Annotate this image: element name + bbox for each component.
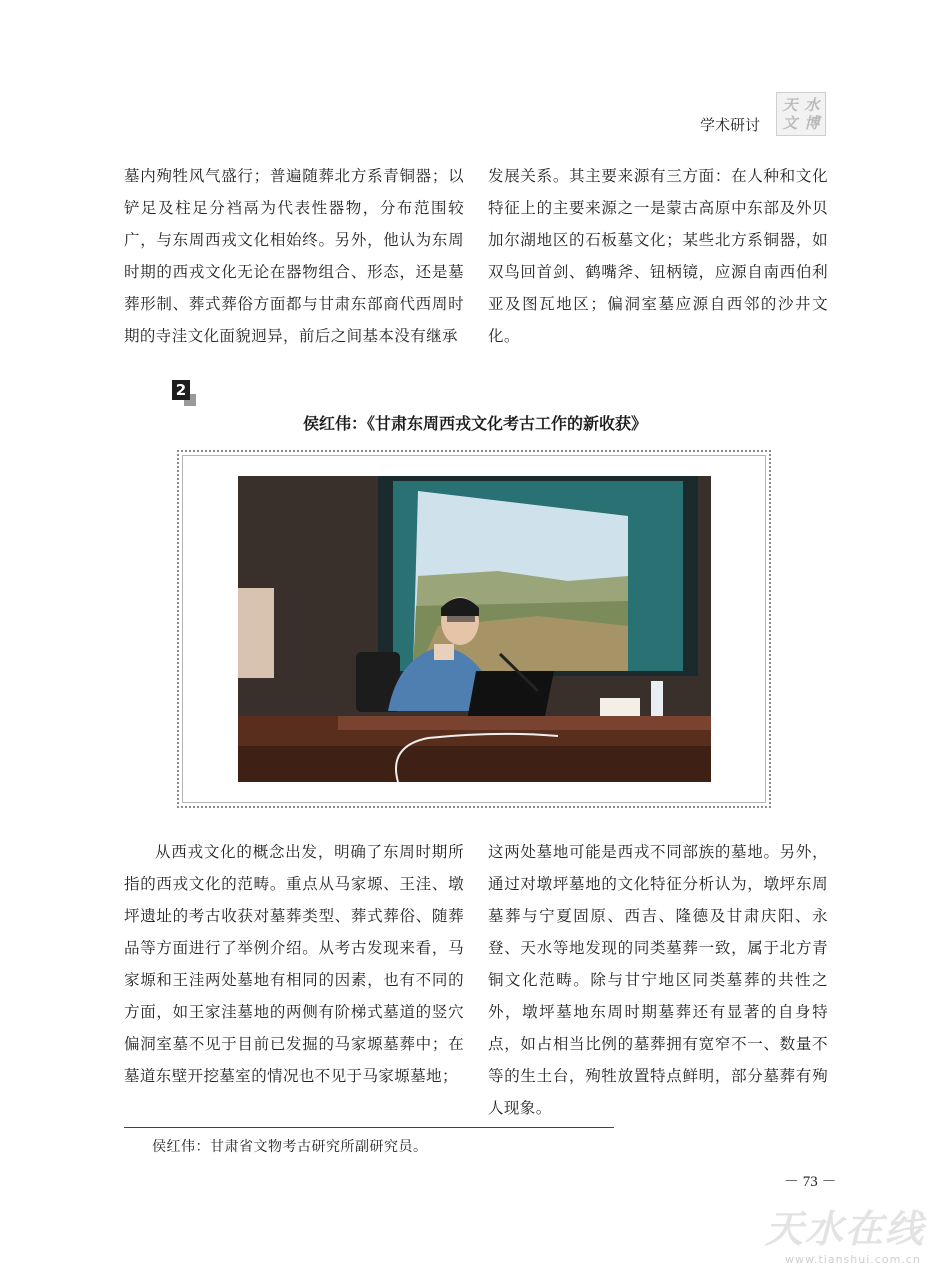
paragraph: 墓内殉牲风气盛行；普遍随葬北方系青铜器；以铲足及柱足分裆鬲为代表性器物，分布范围较广，与东周西戎文化相始终。另外，他认为东周时期的西戎文化无论在器物组合、形态，还是墓葬形制、葬式葬俗方面都与甘肃东部商代西周时期的寺洼文化面貌迥异，前后之间基本没有继承 <box>124 167 464 345</box>
page-number: － 73 － <box>784 1174 837 1190</box>
journal-logo <box>776 92 826 136</box>
logo-char: 天 <box>782 96 798 114</box>
section-header-label: 学术研讨 <box>700 116 761 134</box>
watermark-char: 线 <box>885 1207 924 1251</box>
bottom-left-column <box>124 836 464 1092</box>
paragraph: 发展关系。其主要来源有三方面：在人种和文化特征上的主要来源之一是蒙古高原中东部及外贝加尔湖地区的石板墓文化；某些北方系铜器，如双鸟回首剑、鹤嘴斧、钮柄镜，应源自南西伯利亚及图瓦地区；偏洞室墓应源自西邻的沙井文化。 <box>488 167 828 345</box>
bottom-right-column <box>488 836 828 1124</box>
section-title: 侯红伟：《甘肃东周西戎文化考古工作的新收获》 <box>302 414 647 433</box>
site-watermark <box>765 1198 945 1278</box>
watermark-char: 在 <box>845 1207 884 1251</box>
footnote: 侯红伟：甘肃省文物考古研究所副研究员。 <box>152 1139 428 1155</box>
section-number: 2 <box>172 380 190 400</box>
lecture-photo-illustration <box>238 476 711 782</box>
top-left-column <box>124 160 464 352</box>
logo-char: 文 <box>782 114 798 132</box>
paragraph: 从西戎文化的概念出发，明确了东周时期所指的西戎文化的范畴。重点从马家塬、王洼、墩坪遗址的考古收获对墓葬类型、葬式葬俗、随葬品等方面进行了举例介绍。从考古发现来看，马家塬和王洼两处墓地有相同的因素，也有不同的方面，如王家洼墓地的两侧有阶梯式墓道的竖穴偏洞室墓不见于目前已发掘的马家塬墓葬中；在墓道东壁开挖墓室的情况也不见于马家塬墓地； <box>124 843 464 1085</box>
logo-char: 博 <box>804 114 820 132</box>
top-right-column <box>488 160 828 352</box>
footnote-divider <box>124 1127 614 1128</box>
watermark-char: 水 <box>805 1207 844 1251</box>
logo-char: 水 <box>804 96 820 114</box>
lecture-photo <box>238 476 711 782</box>
watermark-url: www.tianshui.com.cn <box>785 1253 921 1266</box>
paragraph: 这两处墓地可能是西戎不同部族的墓地。另外，通过对墩坪墓地的文化特征分析认为，墩坪东周墓葬与宁夏固原、西吉、隆德及甘肃庆阳、永登、天水等地发现的同类墓葬一致，属于北方青铜文化范畴。除与甘宁地区同类墓葬的共性之外，墩坪墓地东周时期墓葬还有显著的自身特点，如占相当比例的墓葬拥有宽窄不一、数量不等的生土台，殉牲放置特点鲜明，部分墓葬有殉人现象。 <box>488 843 828 1117</box>
watermark-char: 天 <box>765 1207 804 1251</box>
